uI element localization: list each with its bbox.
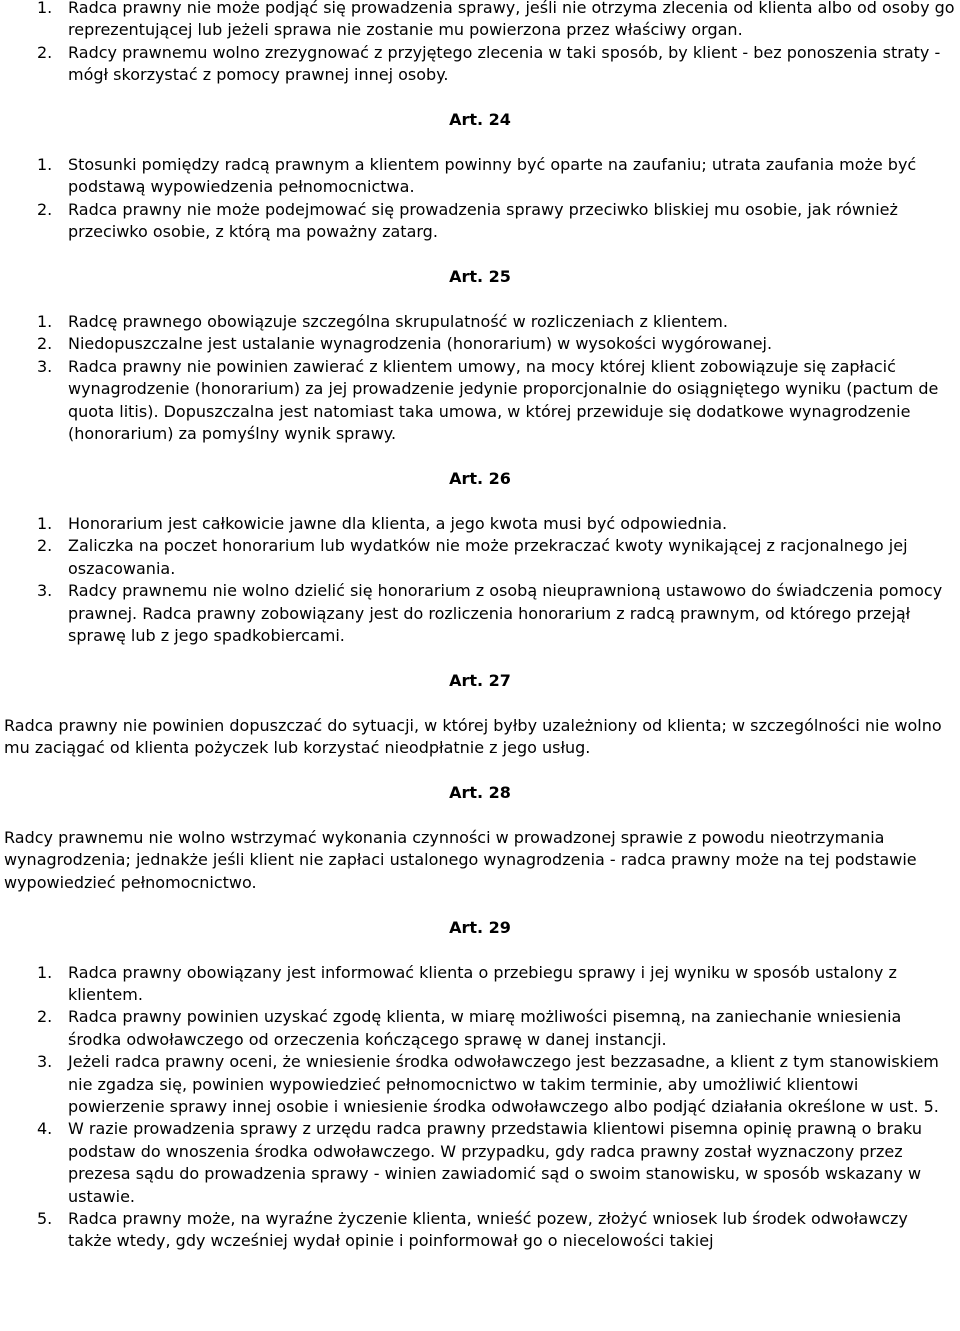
item-number: 3. xyxy=(37,356,53,376)
list-item xyxy=(0,1118,960,1208)
item-number: 1. xyxy=(37,962,53,982)
list-item xyxy=(0,154,960,199)
list-item xyxy=(0,0,960,42)
item-number: 1. xyxy=(37,155,53,175)
list-item xyxy=(0,1208,960,1253)
item-number: 1. xyxy=(37,513,53,533)
list-item xyxy=(0,311,960,333)
item-number: 2. xyxy=(37,1007,53,1027)
item-text: Radca prawny może, na wyraźne życzenie klienta, wnieść pozew, złożyć wniosek lub środek odwoławczy także wtedy, gdy wcześniej wydał opinie i poinformował go o niecelowości takiej xyxy=(68,1209,908,1251)
article-heading-26: Art. 26 xyxy=(449,469,511,488)
list-item xyxy=(0,42,960,87)
article-25-list xyxy=(0,311,960,445)
article-27-paragraph: Radca prawny nie powinien dopuszczać do sytuacji, w której byłby uzależniony od klienta; w szczególności nie wolno mu zaciągać od klienta pożyczek lub korzystać nieodpłatnie z jego usług. xyxy=(4,715,942,758)
item-text: Radcy prawnemu nie wolno dzielić się honorarium z osobą nieuprawnioną ustawowo do świadczenia pomocy prawnej. Radca prawny zobowiązany jest do rozliczenia honorarium z radcą prawnym, od którego przejął sprawę lub z jego spadkobiercami. xyxy=(68,581,943,645)
item-number: 1. xyxy=(37,312,53,332)
list-item xyxy=(0,513,960,535)
item-text: Jeżeli radca prawny oceni, że wniesienie środka odwoławczego jest bezzasadne, a klient z tym stanowiskiem nie zgadza się, powinien wypowiedzieć pełnomocnictwo w takim terminie, aby umożliwić klientowi powierzenie sprawy innej osobie i wniesienie środka odwoławczego albo podjąć działania określone w ust. 5. xyxy=(68,1052,939,1117)
article-heading-29: Art. 29 xyxy=(449,917,511,937)
article-heading-28: Art. 28 xyxy=(449,783,511,803)
article-29-list xyxy=(0,962,960,1253)
list-item xyxy=(0,962,960,1007)
item-number: 2. xyxy=(37,42,53,62)
item-number: 2. xyxy=(37,334,53,354)
item-number: 5. xyxy=(37,1209,53,1229)
item-text: Radcę prawnego obowiązuje szczególna skrupulatność w rozliczeniach z klientem. xyxy=(68,312,728,332)
list-item xyxy=(0,333,960,355)
item-text: Honorarium jest całkowicie jawne dla klienta, a jego kwota musi być odpowiednia. xyxy=(68,513,728,533)
item-text: Radca prawny powinien uzyskać zgodę klienta, w miarę możliwości pisemną, na zaniechanie wniesienia środka odwoławczego od orzeczenia kończącego sprawę w danej instancji. xyxy=(68,1007,902,1049)
article-heading-24: Art. 24 xyxy=(449,110,511,130)
item-number: 2. xyxy=(37,536,53,556)
item-number: 3. xyxy=(37,581,53,601)
item-number: 1. xyxy=(37,0,53,17)
list-item xyxy=(0,580,960,647)
list-item xyxy=(0,1006,960,1051)
item-text: Zaliczka na poczet honorarium lub wydatków nie może przekraczać kwoty wynikającej z racjonalnego jej oszacowania. xyxy=(68,536,908,578)
article-heading-27: Art. 27 xyxy=(449,670,511,690)
top-items-list xyxy=(0,0,960,87)
item-number: 4. xyxy=(37,1119,53,1139)
item-text: Radca prawny nie może podejmować się prowadzenia sprawy przeciwko bliskiej mu osobie, jak również przeciwko osobie, z którą ma poważny zatarg. xyxy=(68,199,898,242)
item-number: 2. xyxy=(37,199,53,219)
item-text: Radca prawny obowiązany jest informować klienta o przebiegu sprawy i jej wyniku w sposób ustalony z klientem. xyxy=(68,962,897,1004)
article-heading-25: Art. 25 xyxy=(449,267,511,287)
list-item xyxy=(0,199,960,244)
item-text: Radca prawny nie może podjąć się prowadzenia sprawy, jeśli nie otrzyma zlecenia od klienta albo od osoby go reprezentującej lub jeżeli sprawa nie zostanie mu powierzona przez właściwy organ. xyxy=(68,0,955,40)
item-text: Niedopuszczalne jest ustalanie wynagrodzenia (honorarium) w wysokości wygórowanej. xyxy=(68,334,773,354)
item-text: Radcy prawnemu wolno zrezygnować z przyjętego zlecenia w taki sposób, by klient - bez ponoszenia straty - mógł skorzystać z pomocy prawnej innej osoby. xyxy=(68,42,941,85)
item-text: Stosunki pomiędzy radcą prawnym a klientem powinny być oparte na zaufaniu; utrata zaufania może być podstawą wypowiedzenia pełnomocnictwa. xyxy=(68,155,917,197)
article-28-paragraph: Radcy prawnemu nie wolno wstrzymać wykonania czynności w prowadzonej sprawie z powodu nieotrzymania wynagrodzenia; jednakże jeśli klient nie zapłaci ustalonego wynagrodzenia - radca prawny może na tej podstawie wypowiedzieć pełnomocnictwo. xyxy=(4,827,917,892)
list-item xyxy=(0,1051,960,1118)
item-text: W razie prowadzenia sprawy z urzędu radca prawny przedstawia klientowi pisemna opinię prawną o braku podstaw do wnoszenia środka odwoławczego. W przypadku, gdy radca prawny został wyznaczony przez prezesa sądu do prowadzenia sprawy - winien zawiadomić sąd o swoim stanowisku, w sposób wskazany w ustawie. xyxy=(68,1119,922,1206)
item-text: Radca prawny nie powinien zawierać z klientem umowy, na mocy której klient zobowiązuje się zapłacić wynagrodzenie (honorarium) za jej prowadzenie jedynie proporcjonalnie do osiągniętego wyniku (pactum de quota litis). Dopuszczalna jest natomiast taka umowa, w której przewiduje się dodatkowe wynagrodzenie (honorarium) za pomyślny wynik sprawy. xyxy=(68,356,939,444)
article-24-list xyxy=(0,154,960,244)
list-item xyxy=(0,356,960,446)
item-number: 3. xyxy=(37,1052,53,1072)
article-26-list xyxy=(0,513,960,647)
list-item xyxy=(0,535,960,580)
